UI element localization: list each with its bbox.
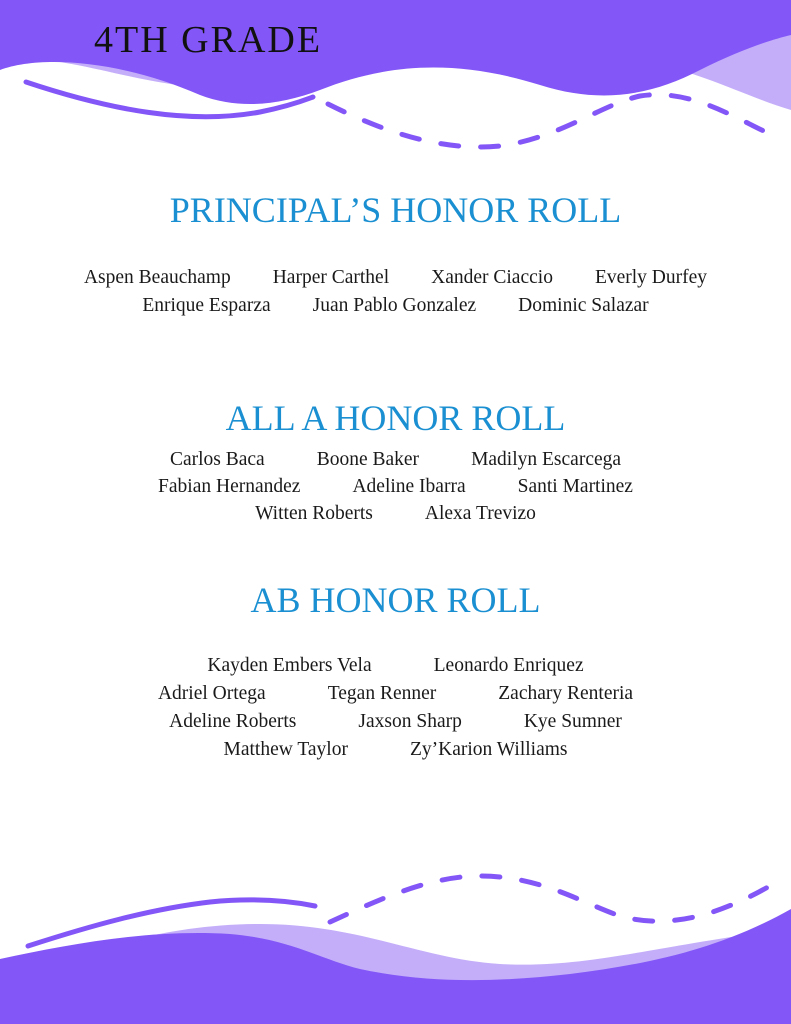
all-a-honor-roll-section [0, 398, 791, 527]
student-name: Adeline Roberts [169, 711, 297, 732]
student-name: Alexa Trevizo [424, 503, 536, 524]
name-row [0, 473, 791, 500]
student-name: Harper Carthel [272, 267, 390, 288]
student-name: Zy’Karion Williams [409, 739, 568, 760]
student-name: Leonardo Enriquez [433, 655, 584, 676]
student-name: Kayden Embers Vela [207, 655, 372, 676]
student-name: Santi Martinez [517, 476, 633, 497]
student-name: Adeline Ibarra [352, 476, 466, 497]
student-name: Everly Durfey [594, 267, 708, 288]
student-name: Kye Sumner [523, 711, 622, 732]
student-name: Enrique Esparza [142, 295, 271, 316]
section-title: ALL A HONOR ROLL [225, 398, 566, 438]
student-name: Carlos Baca [169, 449, 265, 470]
student-name: Aspen Beauchamp [83, 267, 231, 288]
section-title: AB HONOR ROLL [250, 580, 541, 620]
name-list [0, 264, 791, 320]
student-name: Witten Roberts [255, 503, 373, 524]
student-name: Xander Ciaccio [431, 267, 553, 288]
student-name: Boone Baker [316, 449, 420, 470]
name-list [0, 652, 791, 764]
grade-title: 4TH GRADE [94, 19, 323, 61]
name-row [0, 708, 791, 736]
name-row [0, 680, 791, 708]
principals-honor-roll-section [0, 190, 791, 320]
student-name: Juan Pablo Gonzalez [312, 295, 477, 316]
name-row [0, 652, 791, 680]
student-name: Adriel Ortega [157, 683, 266, 704]
name-row [0, 446, 791, 473]
student-name: Zachary Renteria [498, 683, 634, 704]
ab-honor-roll-section [0, 580, 791, 764]
section-title: PRINCIPAL’S HONOR ROLL [169, 190, 622, 230]
student-name: Fabian Hernandez [158, 476, 301, 497]
student-name: Dominic Salazar [518, 295, 649, 316]
student-name: Jaxson Sharp [358, 711, 462, 732]
name-row [0, 500, 791, 527]
name-row [0, 292, 791, 320]
name-row [0, 264, 791, 292]
name-list [0, 446, 791, 527]
student-name: Madilyn Escarcega [471, 449, 622, 470]
bottom-wave-decoration [0, 854, 791, 1024]
student-name: Tegan Renner [327, 683, 437, 704]
name-row [0, 736, 791, 764]
bottom-dashed-line [330, 876, 768, 922]
student-name: Matthew Taylor [223, 739, 348, 760]
top-dashed-line [328, 95, 768, 147]
